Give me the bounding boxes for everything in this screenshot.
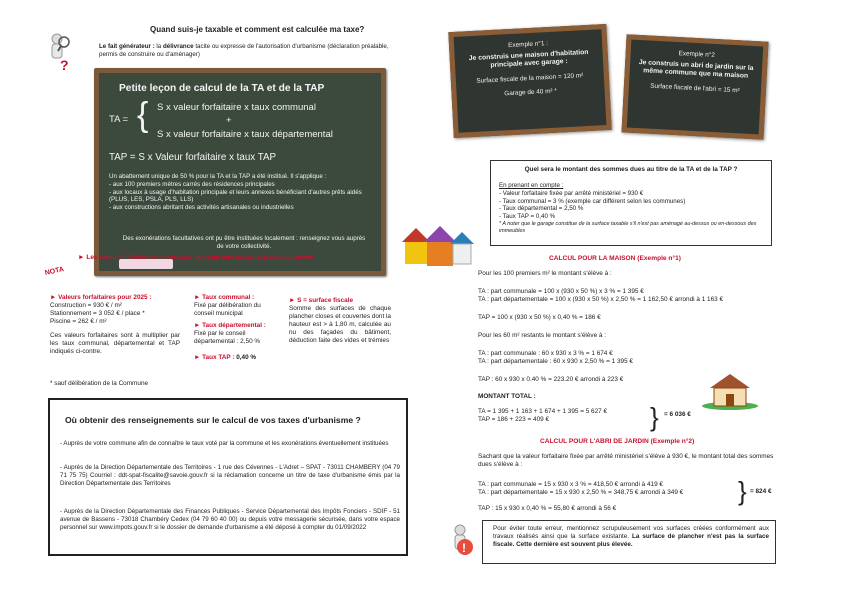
warning-box: Pour éviter toute erreur, mentionnez scrupuleusement vos surfaces créées conformément aux travaux réalisés ainsi que la surface existante. La surface de plancher n'est pas la surface fiscale. Cette dernière est souvent plus élevée.: [482, 520, 776, 564]
ta-plus: +: [226, 115, 232, 126]
svg-text:!: !: [462, 541, 466, 555]
fait-generateur: Le fait générateur : la délivrance tacite ou expresse de l'autorisation d'urbanisme (déclaration préalable, permis de construire ou d'aménager): [99, 43, 389, 58]
svg-text:?: ?: [60, 57, 69, 72]
abri-total: = 824 €: [750, 488, 772, 495]
exonerations-text: Des exonérations facultatives ont pu être instituées localement : renseignez vous auprès de votre collectivité.: [122, 235, 366, 250]
garden-house-icon: [700, 370, 760, 410]
maison-l4: TAP = 100 x (930 x 50 %) x 0,40 % = 186 €: [478, 314, 601, 321]
valeurs-forfaitaires: ► Valeurs forfaitaires pour 2025 : Construction = 930 € / m² Stationnement = 3 052 € / place * Piscine = 262 € / m² Ces valeurs forfaitaires sont à multiplier par les taux communal, départemental et TAP indiqués ci-contre.: [50, 294, 180, 355]
slate-exemple-1: Exemple n°1 : Je construis une maison d'habitation principale avec garage : Surface fiscale de la maison = 120 m² Garage de 40 m² *: [448, 24, 611, 138]
abri-l1: Sachant que la valeur forfaitaire fixée par arrêté ministériel s'élève à 930 €, le montant total des sommes dues s'élève à :: [478, 453, 774, 468]
maison-grand-total: = 6 036 €: [664, 411, 691, 418]
ta-formula-line1: S x valeur forfaitaire x taux communal: [157, 102, 316, 113]
maison-tap-total: TAP = 186 + 223 = 409 €: [478, 416, 550, 423]
info-box: [48, 398, 408, 556]
brace-right-icon-2: }: [738, 476, 747, 506]
brace-icon: {: [137, 96, 149, 134]
surface-fiscale: ► S = surface fiscale Somme des surfaces de chaque plancher closes et couvertes dont la hauteur est > à 1,80 m, calculée au nu des façades du bâtiment, déduction faite des vides et trémies: [289, 297, 391, 344]
houses-illustration-icon: [398, 220, 478, 270]
magnifier-question-icon: [42, 32, 72, 72]
tap-formula: TAP = S x Valeur forfaitaire x taux TAP: [109, 152, 277, 163]
warning-icon: [445, 522, 475, 560]
info-commune: - Auprès de votre commune afin de connaître le taux voté par la commune et les exonérations éventuellement instituées: [60, 440, 389, 447]
page-title: Quand suis-je taxable et comment est calculée ma taxe?: [150, 25, 365, 34]
maison-l6: TA : part communale : 60 x 930 x 3 % = 1 674 €: [478, 350, 613, 357]
nota-heading: ► Les valeurs forfaitaires et les taux peuvent être actualisés chaque année: [78, 254, 314, 261]
nota-label: NOTA: [44, 266, 65, 277]
ta-formula-line2: S x valeur forfaitaire x taux départemental: [157, 129, 333, 140]
maison-l2: TA : part communale = 100 x (930 x 50 %) x 3 % = 1 395 €: [478, 288, 644, 295]
ta-label: TA =: [109, 114, 129, 125]
sauf-note: * sauf délibération de la Commune: [50, 380, 149, 387]
info-ddfip: - Auprès de la Direction Départementale des Finances Publiques - Service Départemental des Impôts Fonciers - SDIF - 51 avenue de Bassens - 73018 Chambéry Cedex (04 79 60 40 00) ou depuis votre messagerie sécurisée, dans votre espace personnel sur www.impots.gouv.fr si le dossier de demande d'urbanisme a été déposé à compter du 01/09/2022: [60, 508, 400, 531]
abri-l4: TAP : 15 x 930 x 0,40 % = 55,80 € arrondi à 56 €: [478, 505, 617, 512]
calc-maison-title: CALCUL POUR LA MAISON (Exemple n°1): [549, 255, 681, 262]
maison-total-label: MONTANT TOTAL :: [478, 393, 536, 400]
abri-l2: TA : part communale = 15 x 930 x 3 % = 418,50 € arrondi à 419 €: [478, 481, 663, 488]
maison-l5: Pour les 60 m² restants le montant s'élève à :: [478, 332, 607, 339]
abri-l3: TA : part départementale = 15 x 930 x 2,50 % = 348,75 € arrondi à 349 €: [478, 489, 684, 496]
brace-right-icon: }: [650, 402, 659, 432]
board-title: Petite leçon de calcul de la TA et de la TAP: [119, 83, 325, 94]
blackboard-lesson: [94, 68, 386, 276]
montant-box: Quel sera le montant des sommes dues au titre de la TA et de la TAP ? En prenant en compte : - Valeur forfaitaire fixée par arrêté ministériel = 930 € - Taux communal = 3 % (exemple car différent selon les communes) - Taux départemental = 2,50 % - Taux TAP = 0,40 % * A noter que le garage constitue de la surface taxable s'il n'est pas aménagé au-dessus ou en-dessous des immeubles: [490, 160, 772, 246]
maison-ta-total: TA = 1 395 + 1 163 + 1 674 + 1 395 = 5 627 €: [478, 408, 608, 415]
taux-column: ► Taux communal : Fixé par délibération du conseil municipal ► Taux départemental : Fixé par le conseil départemental : 2,50 % ► Taux TAP : 0,40 %: [194, 294, 266, 361]
slate-exemple-2: Exemple n°2 Je construis un abri de jardin sur la même commune que ma maison Surface fiscale de l'abri = 15 m²: [622, 34, 769, 139]
maison-l3: TA : part départementale = 100 x (930 x 50 %) x 2,50 % = 1 162,50 € arrondi à 1 163 €: [478, 296, 724, 303]
abattement-text: Un abattement unique de 50 % pour la TA et la TAP a été institué. Il s'applique : - aux 100 premiers mètres carrés des résidences principales - aux locaux à usage d'habitation principale et leurs annexes bénéficiant d'autres prêts aidés (PLUS, LES, PSLA, PLS, LLS) - aux constructions abritant des activités artisanales ou industrielles: [109, 173, 362, 211]
maison-l7: TA : part départementale : 60 x 930 x 2,50 % = 1 395 €: [478, 358, 633, 365]
calc-abri-title: CALCUL POUR L'ABRI DE JARDIN (Exemple n°2): [540, 438, 695, 445]
info-ddt: - Auprès de la Direction Départementale des Territoires - 1 rue des Cévennes - L'Adret – SPAT - 73011 CHAMBERY (04 79 71 75 75) Courriel : ddt-spat-fiscalite@savoie.gouv.fr si la réclamation concerne un titre de taxe d'urbanisme émis par la Direction Départementale des Territoires: [60, 464, 400, 487]
info-title: Où obtenir des renseignements sur le calcul de vos taxes d'urbanisme ?: [65, 415, 361, 425]
maison-l1: Pour les 100 premiers m² le montant s'élève à :: [478, 270, 612, 277]
maison-l8: TAP : 60 x 930 x 0.40 % = 223.20 € arrondi à 223 €: [478, 376, 624, 383]
